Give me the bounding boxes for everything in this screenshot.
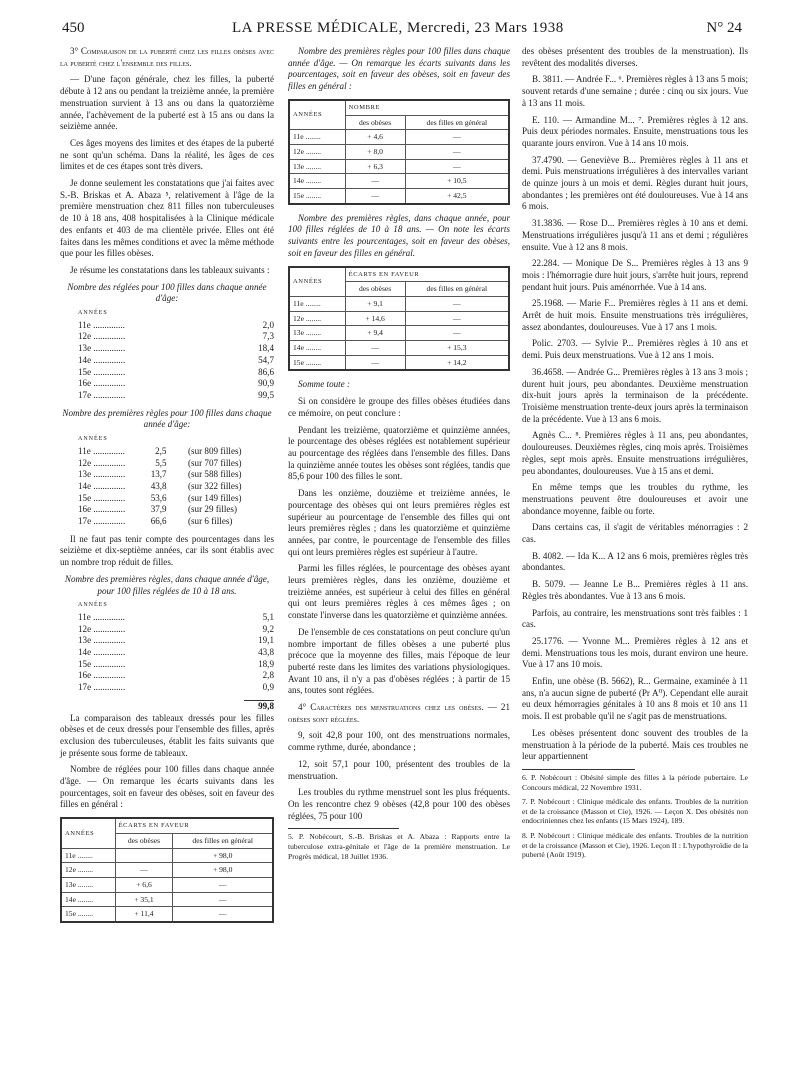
table-cell-year: 13e ........	[289, 159, 345, 174]
table-subheader: des obèses	[345, 115, 405, 130]
list-year: 17e ..............	[78, 682, 126, 693]
data-table	[288, 99, 510, 205]
list-note: (sur 29 filles)	[187, 504, 237, 515]
list-header: ANNÉES	[78, 436, 108, 443]
list-value: 18,9	[258, 658, 274, 669]
table-cell: + 11,4	[115, 907, 173, 922]
section-heading: 4° Caractères des menstruations chez les obèses. — 21 obèses sont réglées.	[288, 702, 510, 724]
table-cell-year: 12e ........	[289, 144, 345, 159]
list-note: (sur 322 filles)	[187, 480, 242, 491]
list-row	[78, 647, 274, 659]
table-cell-year: 11e ........	[289, 296, 345, 311]
table-subheader: des filles en général	[405, 282, 509, 297]
paragraph: Nombre des premières règles, dans chaque année, pour 100 filles réglées de 10 à 18 ans. — On note les écarts suivants entre les pourcentages, soit en faveur des obèses, soit en faveur des filles en général.	[288, 212, 510, 258]
paragraph: Les troubles du rythme menstruel sont les plus fréquents. On les rencontre chez 9 obèses (42,8 pour 100 des obèses réglées, 75 pour 100	[288, 787, 510, 821]
table-cell: + 9,4	[345, 326, 405, 341]
case-report: 22.284. — Monique De S... Premières règles à 13 ans 9 mois : l'hémorragie dure huit jours, s'arrête huit jours, reprend pendant huit jours. Puis aménorrhée. Vue à 14 ans.	[522, 258, 748, 292]
list-row	[78, 355, 274, 367]
list-row	[78, 481, 274, 493]
paragraph: Dans les onzième, douzième et treizième années, le pourcentage des obèses qui ont leurs premières règles est supérieur au pourcentage de l'ensemble des filles qui ont leurs premières règles ; dans les quatorzième et quinzième années, par contre, le pourcentage de l'ensemble des filles qui ont leurs premières règles est supérieur à l'autre.	[288, 488, 510, 557]
list-value: 66,6	[150, 516, 167, 527]
column-2	[288, 46, 510, 866]
list-year: 16e ..............	[78, 670, 126, 681]
list-row	[78, 635, 274, 647]
list-year: 14e ..............	[78, 480, 126, 491]
list-value: 13,7	[150, 469, 167, 480]
list-value: 2,0	[262, 319, 274, 330]
table-cell: —	[173, 907, 273, 922]
list-year: 12e ..............	[78, 457, 126, 468]
list-header: ANNÉES	[78, 310, 108, 317]
footnote: 8. P. Nobécourt : Clinique médicale des enfants. Troubles de la nutrition et de la croissance (Masson et Cie), 1926. Leçon II : L'hypothyroïdie de la puberté (Août 1919).	[522, 830, 748, 860]
list-row	[78, 446, 274, 458]
paragraph: Parmi les filles réglées, le pourcentage des obèses ayant leurs premières règles, dans les onzième, douzième et treizième années, est supérieur à celui des filles en général qui ont leurs premières règles à ces mêmes âges ; on constate l'inverse dans les quatorzième et quinzième années.	[288, 563, 510, 621]
list-year: 14e ..............	[78, 647, 126, 658]
table-cell: + 10,5	[405, 174, 509, 189]
table-cell: —	[345, 189, 405, 204]
list-row	[78, 624, 274, 636]
list-row	[78, 320, 274, 332]
table-cell: + 6,6	[115, 878, 173, 893]
list-year: 13e ..............	[78, 635, 126, 646]
list-year: 12e ..............	[78, 331, 126, 342]
list-note: (sur 149 filles)	[187, 492, 242, 503]
list-row	[78, 612, 274, 624]
list-row	[78, 493, 274, 505]
list-row	[78, 458, 274, 470]
paragraph: Parfois, au contraire, les menstruations sont très faibles : 1 cas.	[522, 607, 748, 630]
table-cell-year: 14e ........	[289, 174, 345, 189]
table-cell: + 14,6	[345, 311, 405, 326]
table-header-group: ÉCARTS EN FAVEUR	[345, 267, 509, 282]
table-cell-year: 13e ........	[289, 326, 345, 341]
list-value: 43,8	[150, 480, 167, 491]
paragraph: Somme toute :	[298, 379, 351, 390]
table-cell-year: 15e ........	[289, 355, 345, 370]
list-note: (sur 809 filles)	[188, 445, 242, 456]
list-year: 15e ..............	[78, 366, 126, 377]
table-header-years: ANNÉES	[61, 818, 115, 848]
paragraph: Ces âges moyens des limites et des étapes de la puberté ne sont qu'un schéma. Dans la réalité, les âges de ces limites et de ces étapes sont très divers.	[60, 137, 274, 172]
paragraph: Nombre des premières règles pour 100 filles dans chaque année d'âge. — On remarque les écarts suivants dans les pourcentages, soit en faveur des obèses, soit en faveur des filles en général :	[288, 46, 510, 92]
data-table	[288, 266, 510, 372]
paragraph: De l'ensemble de ces constatations on peut conclure qu'un nombre important de filles obèses a une puberté plus précoce que la moyenne des filles, mais l'époque de leur puberté reste dans les limites des variations physiologiques. Avant 10 ans, il n'y a pas d'obèses réglées ; à partir de 15 ans, toutes sont réglées.	[288, 626, 510, 696]
table-cell: + 98,0	[173, 848, 273, 863]
footnote-rule	[288, 828, 399, 829]
table-row	[289, 326, 509, 341]
list-value: 54,7	[258, 354, 274, 365]
paragraph: des obèses présentent des troubles de la menstruation). Ils revêtent des modalités diverses.	[522, 46, 748, 68]
list-year: 13e ..............	[78, 469, 126, 480]
list-value: 2,5	[155, 445, 167, 456]
case-report: B. 4082. — Ida K... A 12 ans 6 mois, premières règles très abondantes.	[522, 550, 748, 573]
table-cell: —	[405, 326, 509, 341]
table-row	[289, 159, 509, 174]
table-cell: + 14,2	[405, 355, 509, 370]
table-cell: —	[405, 296, 509, 311]
case-report: 36.4658. — Andrée G... Premières règles à 13 ans 3 mois ; durent huit jours, peu abondantes. Deuxième menstruation dix-huit jours après la terminaison de la précédente. Troisième menstruation trente-deux jours après la terminaison de la précédente. Vue à 13 ans 6 mois.	[522, 366, 748, 424]
list-value: 5,5	[155, 457, 167, 468]
case-report: B. 3811. — Andrée F... ⁶. Premières règles à 13 ans 5 mois; souvent retards d'une semaine ; durée : cinq ou six jours. Vue à 13 ans 11 mois.	[522, 74, 748, 108]
table-header-years: ANNÉES	[289, 267, 345, 297]
table-cell-year: 11e ........	[61, 848, 115, 863]
paragraph: En même temps que les troubles du rythme, les menstruations peuvent être douloureuses et avoir une abondance moyenne, faible ou forte.	[522, 482, 748, 516]
table-cell: + 4,6	[345, 130, 405, 145]
list-value: 99,5	[258, 389, 274, 400]
case-report: 25.1968. — Marie F... Premières règles à 11 ans et demi. Arrêt de huit mois. Ensuite menstruations très irrégulières, assez abondantes, douloureuses. Vue à 17 ans 1 mois.	[522, 298, 748, 332]
case-report: Polic. 2703. — Sylvie P... Premières règles à 10 ans et demi. Puis deux menstruations. Vue à 12 ans 1 mois.	[522, 338, 748, 361]
table-row	[289, 311, 509, 326]
table-cell: + 15,3	[405, 341, 509, 356]
data-list	[78, 600, 274, 694]
table-row	[61, 848, 273, 863]
list-year: 16e ..............	[78, 378, 126, 389]
column-1	[60, 46, 274, 931]
page-number: 450	[62, 20, 85, 36]
paragraph: Dans certains cas, il s'agit de véritables ménorragies : 2 cas.	[522, 522, 748, 545]
table-cell: —	[405, 159, 509, 174]
list-row	[78, 367, 274, 379]
table-cell-year: 14e ........	[289, 341, 345, 356]
list-value: 5,1	[262, 611, 274, 622]
table-cell-year: 13e ........	[61, 878, 115, 893]
case-report: 25.1776. — Yvonne M... Premières règles à 12 ans et demi. Menstruations tous les mois, durant environ une heure. Vue à 17 ans 10 mois.	[522, 635, 748, 670]
table-cell-year: 14e ........	[61, 892, 115, 907]
table-row	[289, 341, 509, 356]
list-value: 37,9	[150, 504, 167, 515]
list-value: 0,9	[262, 682, 274, 693]
footnote: 7. P. Nobécourt : Clinique médicale des enfants. Troubles de la nutrition et de la croissance (Masson et Cie), 1926. — Leçon X. Des obésités non endocriniennes chez les enfants (15 Mars 1924), 189.	[522, 797, 748, 826]
table-header-group: ÉCARTS EN FAVEUR	[115, 818, 273, 833]
list-note: (sur 6 filles)	[187, 516, 233, 527]
list-year: 11e ..............	[78, 319, 125, 330]
list-year: 14e ..............	[78, 354, 126, 365]
list-year: 12e ..............	[78, 623, 126, 634]
list-value: 86,6	[258, 366, 274, 377]
table-row	[61, 863, 273, 878]
column-3	[522, 46, 748, 865]
list-value: 19,1	[258, 635, 274, 646]
list-row	[78, 469, 274, 481]
list-caption: Nombre des réglées pour 100 filles dans chaque année d'âge:	[67, 281, 267, 304]
table-header-group: NOMBRE	[345, 100, 509, 115]
footnote-rule	[522, 769, 635, 770]
case-report: Agnès C... ⁸. Premières règles à 11 ans, peu abondantes, douloureuses. Deuxièmes règles, cinq mois après. Troisièmes règles, sept mois après. Ensuite menstruations irrégulières, peu abondantes, douloureuses. Vue à 15 ans et demi.	[522, 430, 748, 476]
table-cell: + 35,1	[115, 892, 173, 907]
table-cell: —	[345, 355, 405, 370]
table-cell-year: 11e ........	[289, 130, 345, 145]
list-row	[78, 343, 274, 355]
table-cell: + 9,1	[345, 296, 405, 311]
list-year: 17e ..............	[78, 516, 126, 527]
list-note: (sur 588 filles)	[187, 469, 242, 480]
issue-number: N° 24	[706, 20, 742, 36]
table-row	[289, 130, 509, 145]
list-caption: Nombre des premières règles, dans chaque année d'âge, pour 100 filles réglées de 10 à 18 ans.	[64, 573, 270, 596]
table-cell: + 42,5	[405, 189, 509, 204]
list-value: 53,6	[150, 492, 167, 503]
footnote: 6. P. Nobécourt : Obésité simple des filles à la période pubertaire. Le Concours médical, 22 Novembre 1931.	[522, 772, 748, 792]
table-cell-year: 15e ........	[61, 907, 115, 922]
paragraph: La comparaison des tableaux dressés pour les filles obèses et de ceux dressés pour l'ensemble des filles, après exclusion des tuberculeuses, établit les faits suivants que je présente sous forme de tableaux.	[60, 712, 274, 758]
case-report: 37.4790. — Geneviève B... Premières règles à 11 ans et demi. Puis menstruations irrégulières à des intervalles variant de quinze jours à un mois et demi. Règles durant huit jours, abondantes ; les premières ont été douloureuses. Vue à 14 ans 6 mois.	[522, 154, 748, 212]
list-value: 9,2	[262, 623, 274, 634]
paragraph: Enfin, une obèse (B. 5662), R... Germaine, examinée à 11 ans, n'a aucun signe de puberté (Pr A⁰). Cependant elle aurait eu deux hémorragies génitales à 10 ans 8 mois et 10 ans 11 mois. Il est probable qu'il ne s'agit pas de menstruations.	[522, 676, 748, 722]
table-row	[289, 144, 509, 159]
paragraph: Je donne seulement les constatations que j'ai faites avec S.-B. Briskas et A. Abaza ⁵, relativement à l'âge de la première menstruation chez 811 filles non tuberculeuses de 10 à 18 ans, 408 hospitalisées à la Clinique médicale des enfants et 403 de ma clientèle privée. Elles ont été faites dans les mêmes conditions et avec la même méthode que pour les filles obèses.	[60, 178, 274, 259]
footnote: 5. P. Nobécourt, S.-B. Briskas et A. Abaza : Rapports entre la tuberculose extra-génitale et l'âge de la première menstruation. Le Progrès médical, 18 Juillet 1936.	[288, 832, 510, 861]
table-cell: + 8,0	[345, 144, 405, 159]
page-header	[62, 18, 742, 40]
paragraph: Les obèses présentent donc souvent des troubles de la menstruation à la période de la puberté. Mais ces troubles ne leur appartiennent	[522, 727, 748, 762]
paragraph: Nombre de réglées pour 100 filles dans chaque année d'âge. — On remarque les écarts suivants dans les pourcentages, soit en faveur des obèses, soit en faveur des filles en général :	[60, 764, 274, 810]
data-list	[78, 434, 274, 528]
list-header: ANNÉES	[78, 602, 108, 609]
table-cell: + 6,3	[345, 159, 405, 174]
paragraph: — D'une façon générale, chez les filles, la puberté débute à 12 ans ou pendant la treizième année, la première menstruation survient à 13 ans ou dans la quatorzième année, l'achèvement de la puberté est à 15 ans ou dans la seizième année.	[60, 74, 274, 132]
list-row	[78, 516, 274, 528]
list-year: 11e ..............	[78, 611, 125, 622]
list-year: 15e ..............	[78, 492, 126, 503]
paragraph: Si on considère le groupe des filles obèses étudiées dans ce mémoire, on peut conclure :	[288, 396, 510, 418]
table-cell: —	[173, 878, 273, 893]
data-list	[78, 308, 274, 402]
list-row	[78, 659, 274, 671]
table-subheader: des filles en général	[405, 115, 509, 130]
table-subheader: des obèses	[345, 282, 405, 297]
table-row	[61, 892, 273, 907]
journal-title: LA PRESSE MÉDICALE, Mercredi, 23 Mars 1938	[232, 20, 564, 36]
list-total: 99,8	[244, 700, 274, 713]
table-subheader: des obèses	[115, 833, 173, 848]
table-cell: —	[345, 341, 405, 356]
table-cell: —	[345, 174, 405, 189]
list-value: 43,8	[258, 647, 274, 658]
list-year: 13e ..............	[78, 343, 126, 354]
list-row	[78, 682, 274, 694]
section-heading: 3° Comparaison de la puberté chez les filles obèses avec la puberté chez l'ensemble des filles.	[60, 46, 274, 68]
table-cell-year: 15e ........	[289, 189, 345, 204]
paragraph: 9, soit 42,8 pour 100, ont des menstruations normales, comme rythme, durée, abondance ;	[288, 730, 510, 753]
case-report: 31.3836. — Rose D... Premières règles à 10 ans et demi. Menstruations irrégulières jusqu'à 11 ans et demi ; régulières ensuite. Vue à 12 ans 8 mois.	[522, 218, 748, 252]
table-row	[289, 174, 509, 189]
data-table	[60, 817, 274, 923]
table-cell-year: 12e ........	[289, 311, 345, 326]
list-value: 7,3	[262, 331, 274, 342]
table-cell: —	[405, 144, 509, 159]
table-subheader: des filles en général	[173, 833, 273, 848]
table-row	[289, 296, 509, 311]
table-cell-year: 12e ........	[61, 863, 115, 878]
table-row	[61, 907, 273, 922]
list-row	[78, 670, 274, 682]
paragraph: Il ne faut pas tenir compte des pourcentages dans les seizième et dix-septième années, car ils sont établis avec un nombre trop réduit de filles.	[60, 533, 274, 568]
paragraph: 12, soit 57,1 pour 100, présentent des troubles de la menstruation.	[288, 758, 510, 781]
list-value: 2,8	[262, 670, 274, 681]
table-row	[289, 189, 509, 204]
list-value: 90,9	[258, 378, 274, 389]
table-row	[289, 355, 509, 370]
list-caption: Nombre des premières règles pour 100 filles dans chaque année d'âge:	[62, 407, 272, 430]
list-row	[78, 504, 274, 516]
list-year: 11e ..............	[78, 445, 125, 456]
list-value: 18,4	[258, 343, 274, 354]
list-row	[78, 378, 274, 390]
case-report: B. 5079. — Jeanne Le B... Premières règles à 11 ans. Règles très abondantes. Vue à 13 ans 6 mois.	[522, 579, 748, 601]
table-cell: —	[173, 892, 273, 907]
case-report: E. 110. — Armandine M... ⁷. Premières règles à 12 ans. Puis deux périodes normales. Ensuite, menstruations tous les quarante jours environ. Vue à 14 ans 10 mois.	[522, 114, 748, 148]
table-header-years: ANNÉES	[289, 100, 345, 130]
table-cell: —	[405, 130, 509, 145]
list-year: 16e ..............	[78, 504, 126, 515]
table-cell	[115, 848, 173, 863]
list-year: 15e ..............	[78, 658, 126, 669]
table-row	[61, 878, 273, 893]
list-row	[78, 390, 274, 402]
paragraph: Pendant les treizième, quatorzième et quinzième années, le pourcentage des obèses réglées est notablement supérieur au pourcentage des réglées dans l'ensemble des filles. Dans la quinzième année toutes les obèses sont réglées, tandis que 85,6 pour 100 des filles le sont.	[288, 424, 510, 482]
table-cell: + 98,0	[173, 863, 273, 878]
paragraph: Je résume les constatations dans les tableaux suivants :	[70, 264, 270, 275]
list-row	[78, 331, 274, 343]
table-cell: —	[115, 863, 173, 878]
list-year: 17e ..............	[78, 389, 126, 400]
table-cell: —	[405, 311, 509, 326]
list-note: (sur 707 filles)	[187, 457, 242, 468]
